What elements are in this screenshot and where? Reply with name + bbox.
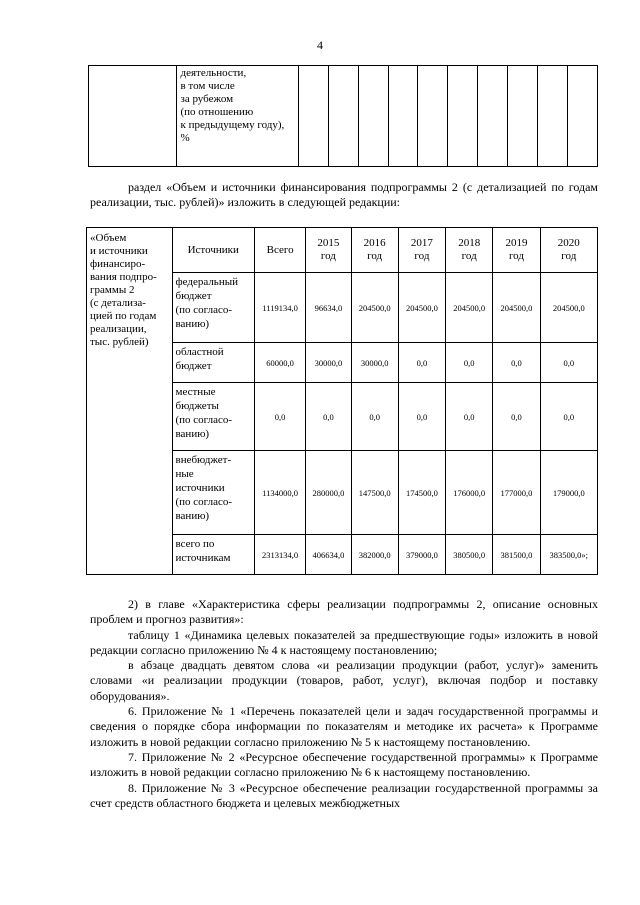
table-cell-empty <box>298 66 328 167</box>
value-cell: 381500,0 <box>493 535 540 575</box>
paragraph: 2) в главе «Характеристика сферы реализации подпрограммы 2, описание основных проблем и прогноз развития»: <box>90 597 598 627</box>
value-cell: 0,0 <box>254 383 305 451</box>
value-cell: 1119134,0 <box>254 273 305 343</box>
header-year: 2015 год <box>306 228 351 273</box>
cell-line: (по отношению <box>180 106 254 118</box>
table-cell-empty <box>538 66 568 167</box>
value-cell: 204500,0 <box>493 273 540 343</box>
table-cell-empty <box>358 66 388 167</box>
header-year: 2020 год <box>540 228 597 273</box>
table-cell-empty <box>328 66 358 167</box>
cell-line: финансиро- <box>90 258 146 270</box>
source-cell: внебюджет- ные источники (по согласо- ванию) <box>172 451 254 535</box>
value-cell: 1134000,0 <box>254 451 305 535</box>
value-cell: 96634,0 <box>306 273 351 343</box>
value-cell: 383500,0»; <box>540 535 597 575</box>
cell-line: граммы 2 <box>90 284 135 296</box>
cell-line: за рубежом <box>180 93 234 105</box>
value-cell: 0,0 <box>493 343 540 383</box>
header-sources: Источники <box>172 228 254 273</box>
source-cell: областной бюджет <box>172 343 254 383</box>
cell-line: «Объем <box>90 232 127 244</box>
value-cell: 179000,0 <box>540 451 597 535</box>
value-cell: 176000,0 <box>446 451 493 535</box>
table-cell-empty <box>508 66 538 167</box>
source-cell: всего по источникам <box>172 535 254 575</box>
cell-line: вания подпро- <box>90 271 157 283</box>
value-cell: 0,0 <box>540 383 597 451</box>
value-cell: 0,0 <box>398 383 445 451</box>
intro-paragraph: раздел «Объем и источники финансирования подпрограммы 2 (с детализацией по годам реализации, тыс. рублей)» изложить в следующей редакции: <box>90 180 598 209</box>
value-cell: 0,0 <box>306 383 351 451</box>
value-cell: 406634,0 <box>306 535 351 575</box>
value-cell: 204500,0 <box>540 273 597 343</box>
value-cell: 30000,0 <box>306 343 351 383</box>
financing-table <box>86 227 598 575</box>
value-cell: 174500,0 <box>398 451 445 535</box>
value-cell: 0,0 <box>398 343 445 383</box>
value-cell: 0,0 <box>540 343 597 383</box>
cell-line: деятельности, <box>180 67 247 79</box>
table-cell-empty <box>388 66 418 167</box>
value-cell: 204500,0 <box>398 273 445 343</box>
source-cell: федеральный бюджет (по согласо- ванию) <box>172 273 254 343</box>
header-year: 2016 год <box>351 228 398 273</box>
paragraph: 8. Приложение № 3 «Ресурсное обеспечение реализации государственной программы за счет средств областного бюджета и целевых межбюджетных <box>90 780 598 810</box>
body-text <box>90 597 598 811</box>
cell-line: % <box>180 132 190 144</box>
header-year: 2017 год <box>398 228 445 273</box>
header-total: Всего <box>254 228 305 273</box>
value-cell: 0,0 <box>493 383 540 451</box>
paragraph: 6. Приложение № 1 «Перечень показателей цели и задач государственной программы и сведения о порядке сбора информации по показателям и методике их расчета» к Программе изложить в новой редакции согласно приложению № 5 к настоящему постановлению. <box>90 704 598 749</box>
value-cell: 204500,0 <box>446 273 493 343</box>
value-cell: 280000,0 <box>306 451 351 535</box>
value-cell: 177000,0 <box>493 451 540 535</box>
table-cell-empty <box>478 66 508 167</box>
table-cell-empty <box>448 66 478 167</box>
table-cell-empty <box>418 66 448 167</box>
header-year: 2019 год <box>493 228 540 273</box>
value-cell: 2313134,0 <box>254 535 305 575</box>
page-number: 4 <box>317 38 323 52</box>
source-cell: местные бюджеты (по согласо- ванию) <box>172 383 254 451</box>
value-cell: 147500,0 <box>351 451 398 535</box>
value-cell: 0,0 <box>446 383 493 451</box>
value-cell: 30000,0 <box>351 343 398 383</box>
paragraph: 7. Приложение № 2 «Ресурсное обеспечение государственной программы» к Программе изложить в новой редакции согласно приложению № 6 к настоящему постановлению. <box>90 749 598 780</box>
cell-line: в том числе <box>180 80 235 92</box>
value-cell: 60000,0 <box>254 343 305 383</box>
financing-label-cell <box>87 228 173 575</box>
cell-line: и источники <box>90 245 148 257</box>
indicator-cell <box>177 66 298 167</box>
value-cell: 204500,0 <box>351 273 398 343</box>
value-cell: 380500,0 <box>446 535 493 575</box>
header-year: 2018 год <box>446 228 493 273</box>
value-cell: 382000,0 <box>351 535 398 575</box>
cell-line: реализации, <box>90 323 147 335</box>
paragraph: в абзаце двадцать девятом слова «и реализации продукции (работ, услуг)» заменить словами «и реализации продукции (товаров, работ, услуг), включая подбор и поставку оборудования». <box>90 658 598 703</box>
table-row <box>89 66 598 167</box>
cell-line: цией по годам <box>90 310 157 322</box>
table-cell-empty <box>567 66 597 167</box>
table-cell-empty <box>89 66 177 167</box>
paragraph: таблицу 1 «Динамика целевых показателей за предшествующие годы» изложить в новой редакции согласно приложению № 4 к настоящему постановлению; <box>90 627 598 657</box>
value-cell: 0,0 <box>446 343 493 383</box>
value-cell: 0,0 <box>351 383 398 451</box>
cell-line: тыс. рублей) <box>90 336 149 348</box>
continuation-table <box>88 65 598 167</box>
value-cell: 379000,0 <box>398 535 445 575</box>
cell-line: к предыдущему году), <box>180 119 285 131</box>
cell-line: (с детализа- <box>90 297 146 309</box>
table-header-row <box>87 228 598 273</box>
